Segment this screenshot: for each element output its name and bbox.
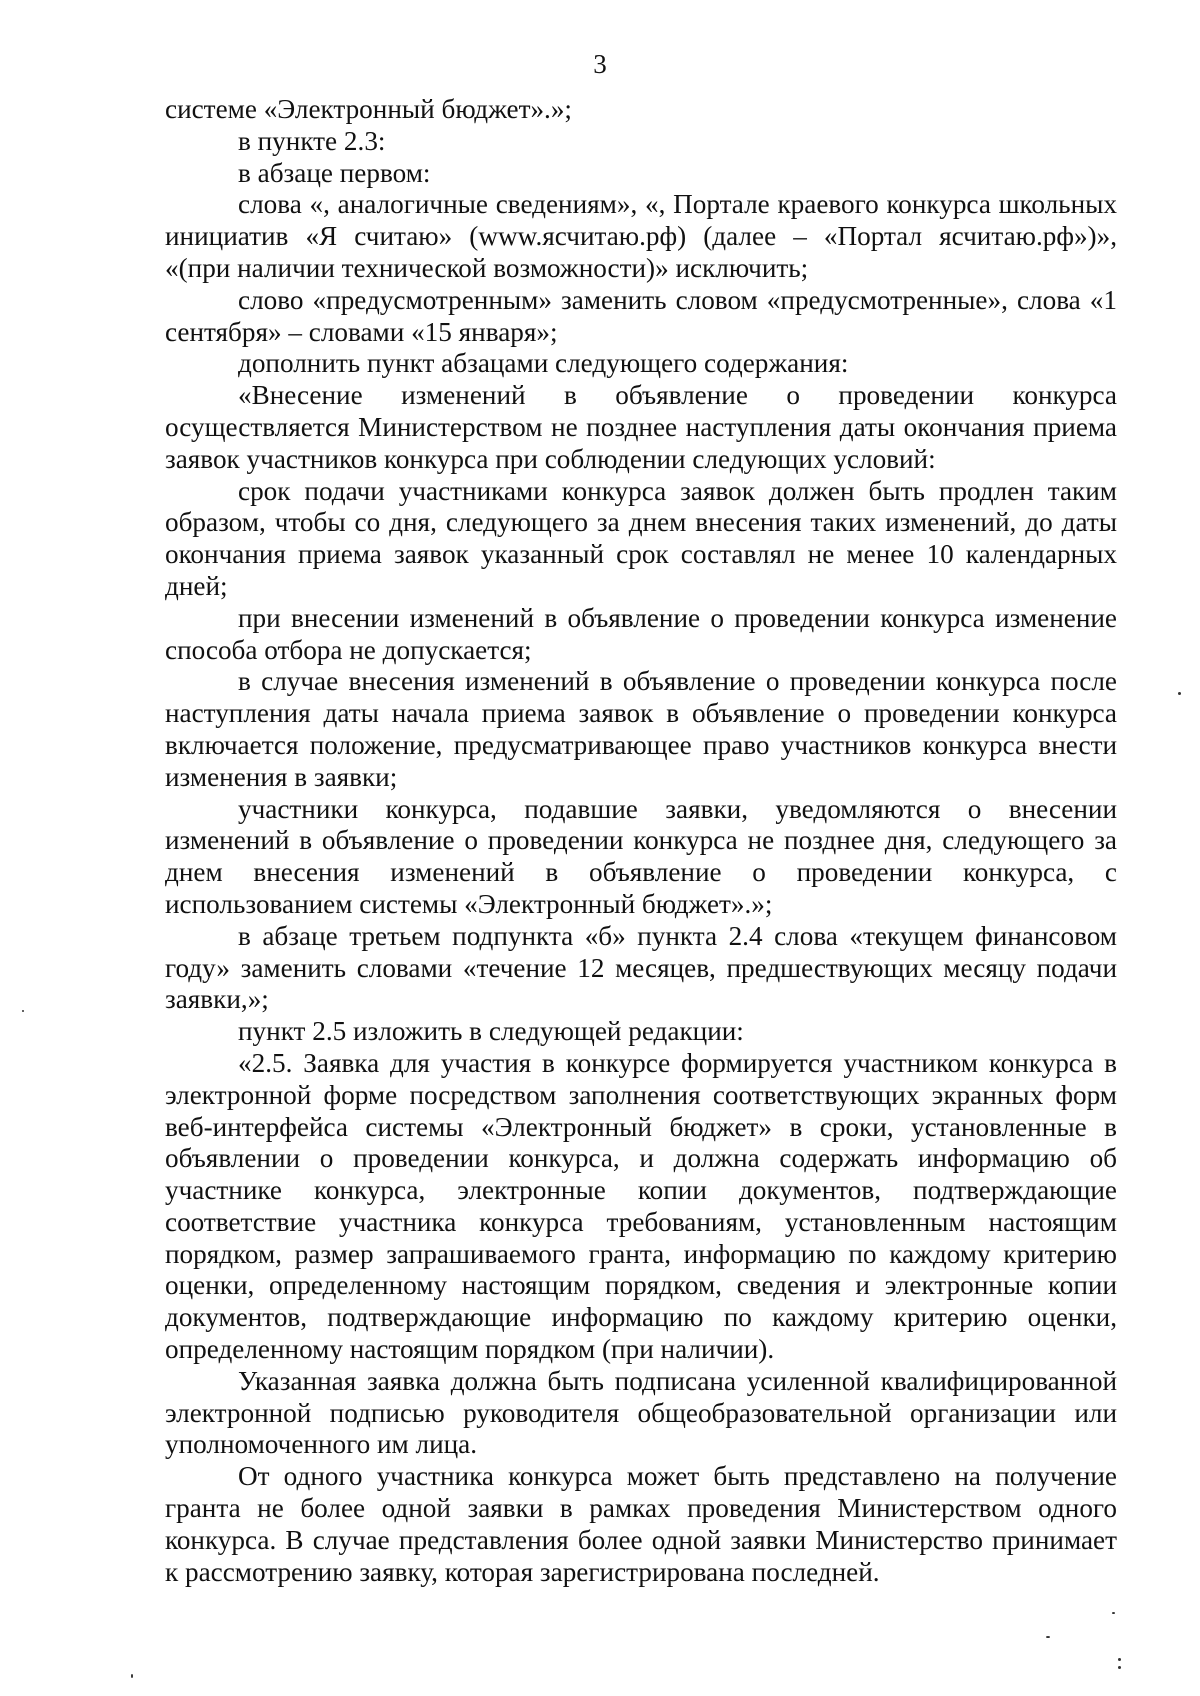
paragraph-9: при внесении изменений в объявление о проведении конкурса изменение способа отбора не допускается; <box>165 602 1117 665</box>
paragraph-16: От одного участника конкурса может быть представлено на получение гранта не более одной заявки в рамках проведения Министерством одного конкурса. В случае представления более одной заявки Министерство принимает к рассмотрению заявку, которая зарегистрирована последней. <box>165 1461 1117 1587</box>
paragraph-1: системе «Электронный бюджет».»; <box>165 94 572 124</box>
scan-speck <box>1046 1636 1050 1638</box>
paragraph-13: пункт 2.5 изложить в следующей редакции: <box>238 1016 744 1047</box>
paragraph-12: в абзаце третьем подпункта «б» пункта 2.4 слова «текущем финансовом году» заменить словами «течение 12 месяцев, предшествующих месяцу подачи заявки,»; <box>165 920 1117 1015</box>
paragraph-3: в абзаце первом: <box>238 157 431 188</box>
paragraph-14: «2.5. Заявка для участия в конкурсе формируется участником конкурса в электронной форме посредством заполнения соответствующих экранных форм веб-интерфейса системы «Электронный бюджет» в сроки, установленные в объявлении о проведении конкурса, и должна содержать информацию об участнике конкурса, электронные копии документов, подтверждающие соответствие участника конкурса требованиям, установленным настоящим порядком, размер запрашиваемого гранта, информацию по каждому критерию оценки, определенному настоящим порядком, сведения и электронные копии документов, подтверждающие информацию по каждому критерию оценки, определенному настоящим порядком (при наличии). <box>165 1047 1117 1365</box>
paragraph-6: дополнить пункт абзацами следующего содержания: <box>238 348 849 379</box>
scan-speck <box>1118 1658 1121 1661</box>
paragraph-2: в пункте 2.3: <box>238 125 386 156</box>
paragraph-5: слово «предусмотренным» заменить словом «предусмотренные», слова «1 сентября» – словами «15 января»; <box>165 284 1117 347</box>
scan-speck <box>1178 692 1181 695</box>
scan-speck <box>1118 1666 1121 1669</box>
scan-speck <box>131 1674 133 1678</box>
paragraph-7: «Внесение изменений в объявление о проведении конкурса осуществляется Министерством не позднее наступления даты окончания приема заявок участников конкурса при соблюдении следующих условий: <box>165 380 1117 474</box>
scan-speck <box>22 1010 24 1012</box>
paragraph-10: в случае внесения изменений в объявление о проведении конкурса после наступления даты начала приема заявок в объявление о проведении конкурса включается положение, предусматривающее право участников конкурса внести изменения в заявки; <box>165 666 1117 792</box>
document-body <box>165 94 1117 1588</box>
paragraph-4: слова «, аналогичные сведениям», «, Портале краевого конкурса школьных инициатив «Я считаю» (www.ясчитаю.рф) (далее – «Портал ясчитаю.рф»)», «(при наличии технической возможности)» исключить; <box>165 189 1117 283</box>
paragraph-15: Указанная заявка должна быть подписана усиленной квалифицированной электронной подписью руководителя общеобразовательной организации или уполномоченного им лица. <box>165 1365 1117 1460</box>
paragraph-8: срок подачи участниками конкурса заявок должен быть продлен таким образом, чтобы со дня, следующего за днем внесения таких изменений, до даты окончания приема заявок указанный срок составлял не менее 10 календарных дней; <box>165 475 1117 601</box>
scan-speck <box>1112 1612 1115 1614</box>
paragraph-11: участники конкурса, подавшие заявки, уведомляются о внесении изменений в объявление о проведении конкурса не позднее дня, следующего за днем внесения изменений в объявление о проведении конкурса, с использованием системы «Электронный бюджет».»; <box>165 793 1117 919</box>
page-number: 3 <box>593 49 607 79</box>
